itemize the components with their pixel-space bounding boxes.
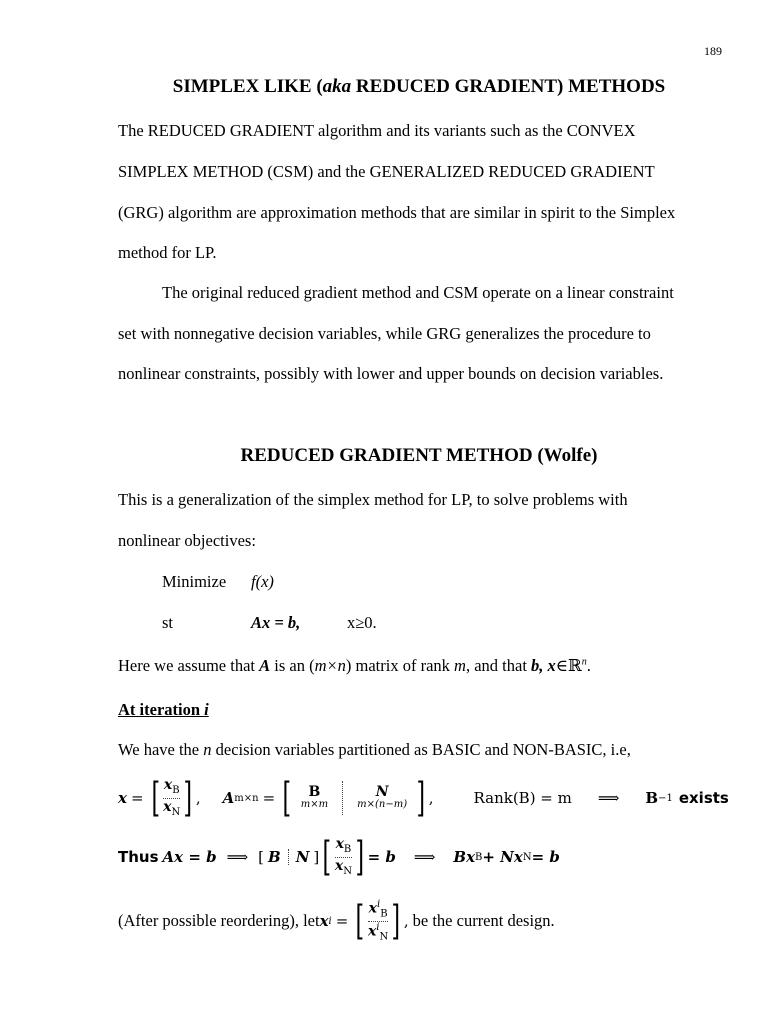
bracket-B-N: [ B m×m N m×(n−m) ] [282,775,426,821]
dims: m×n [314,656,346,675]
title-part: SIMPLEX LIKE ( [172,76,323,97]
vector-x: x [118,789,127,807]
implies-arrow: ⟹ [597,789,620,807]
paragraph-line: This is a generalization of the simplex method for LP, to solve problems with [118,490,628,509]
iteration-index: i [204,700,209,719]
paragraph-line: (GRG) algorithm are approximation methods that are similar in spirit to the Simplex [118,203,676,222]
exists-text: exists [678,789,729,807]
paragraph-line: nonlinear constraints, possibly with lower and upper bounds on decision variables. [118,364,664,383]
paragraph-line: SIMPLEX METHOD (CSM) and the GENERALIZED REDUCED GRADIENT [118,162,655,181]
current-design-line: (After possible reordering), let x i = [ $x^i_B$ $x^i_N$ ] , be the current design. [118,898,555,944]
matrix-B: B [268,848,281,866]
text: be the current design. [412,911,555,930]
paragraph-line: The original reduced gradient method and CSM operate on a linear constraint [162,283,674,302]
paragraph-line: set with nonnegative decision variables, while GRG generalizes the procedure to [118,324,651,343]
paragraph-line: nonlinear objectives: [118,531,256,550]
nonnegativity-constraint: x≥0. [347,613,377,632]
var-x: x [319,912,329,930]
dim-B: m×m [300,799,329,811]
var-xB: x [163,777,173,794]
section-title-simplex-like [0,76,768,98]
paragraph-line: method for LP. [118,243,217,262]
section-title-reduced-gradient: REDUCED GRADIENT METHOD (Wolfe) [240,445,598,466]
matrix-N: N [295,848,310,866]
bracket-xB-xN: [ $x_B$ $x_N$ ] [151,775,193,821]
text: decision variables partitioned as BASIC and NON-BASIC, i.e, [211,740,631,759]
matrix-B-inverse: B [645,789,659,807]
minimize-label: Minimize [162,572,227,591]
partition-line [118,740,631,760]
sup-inverse: −1 [658,792,673,804]
st-label: st [162,613,174,632]
matrix-A: A [222,789,235,807]
implies-arrow: ⟹ [413,848,436,866]
sub-B: B [475,851,483,863]
ax-equals-b: Ax = b [162,848,217,866]
rank-m: m [454,656,466,675]
page-number: 189 [704,44,722,58]
bracket-xB-xN: [ $x_B$ $x_N$ ] [322,834,365,880]
sub-B: B [172,785,180,796]
text: , and that [465,656,532,675]
result-plus-Nx: + Nx [482,848,523,866]
text: is an ( [270,656,315,675]
bracket-xiB-xiN: [ $x^i_B$ $x^i_N$ ] [355,898,401,944]
rank-condition: Rank(B) = m [473,789,572,807]
equals-b: = b [367,848,396,866]
title-aka: aka [322,76,352,97]
var-xN: x [163,798,172,815]
result-Bx: Bx [453,848,476,866]
sub-N: N [522,851,532,863]
var-n: n [203,740,212,759]
equality-constraint: Ax = b, [251,613,301,632]
real-space: ∈ℝ [555,656,582,675]
text: At iteration [118,700,205,719]
paragraph-line: The REDUCED GRADIENT algorithm and its variants such as the CONVEX [118,121,636,140]
matrix-N: N [375,784,389,801]
iteration-heading [118,700,209,720]
thus-equation: Thus Ax = b ⟹ [ B N ] [ $x_B$ $x_N$ ] = b ⟹ Bx B + Nx N = b [118,834,560,880]
text: ) matrix of rank [345,656,455,675]
sup-i: i [328,915,332,927]
assumption-line [118,656,591,676]
text: . [586,656,591,675]
text: Here we assume that [118,656,260,675]
text: We have the [118,740,204,759]
result-equals-b: = b [531,848,560,866]
title-part: REDUCED GRADIENT) METHODS [351,76,666,97]
vectors-bx: b, x [531,656,556,675]
sub-mxn: m×n [234,792,259,804]
thus-text: Thus [118,848,159,866]
matrix-A: A [259,656,271,675]
dim-n: n [581,656,587,668]
matrix-B: B [308,784,321,801]
dim-N: m×(n−m) [357,799,408,811]
text: (After possible reordering), let [118,911,320,930]
sub-N: N [171,806,181,818]
partition-equation: x = [ $x_B$ $x_N$ ] , A m×n = [ B m×m N m×(n−m) ] , Rank(B) = m ⟹ B −1 exists [118,775,729,821]
implies-arrow: ⟹ [226,848,249,866]
objective-function: f(x) [251,572,274,591]
